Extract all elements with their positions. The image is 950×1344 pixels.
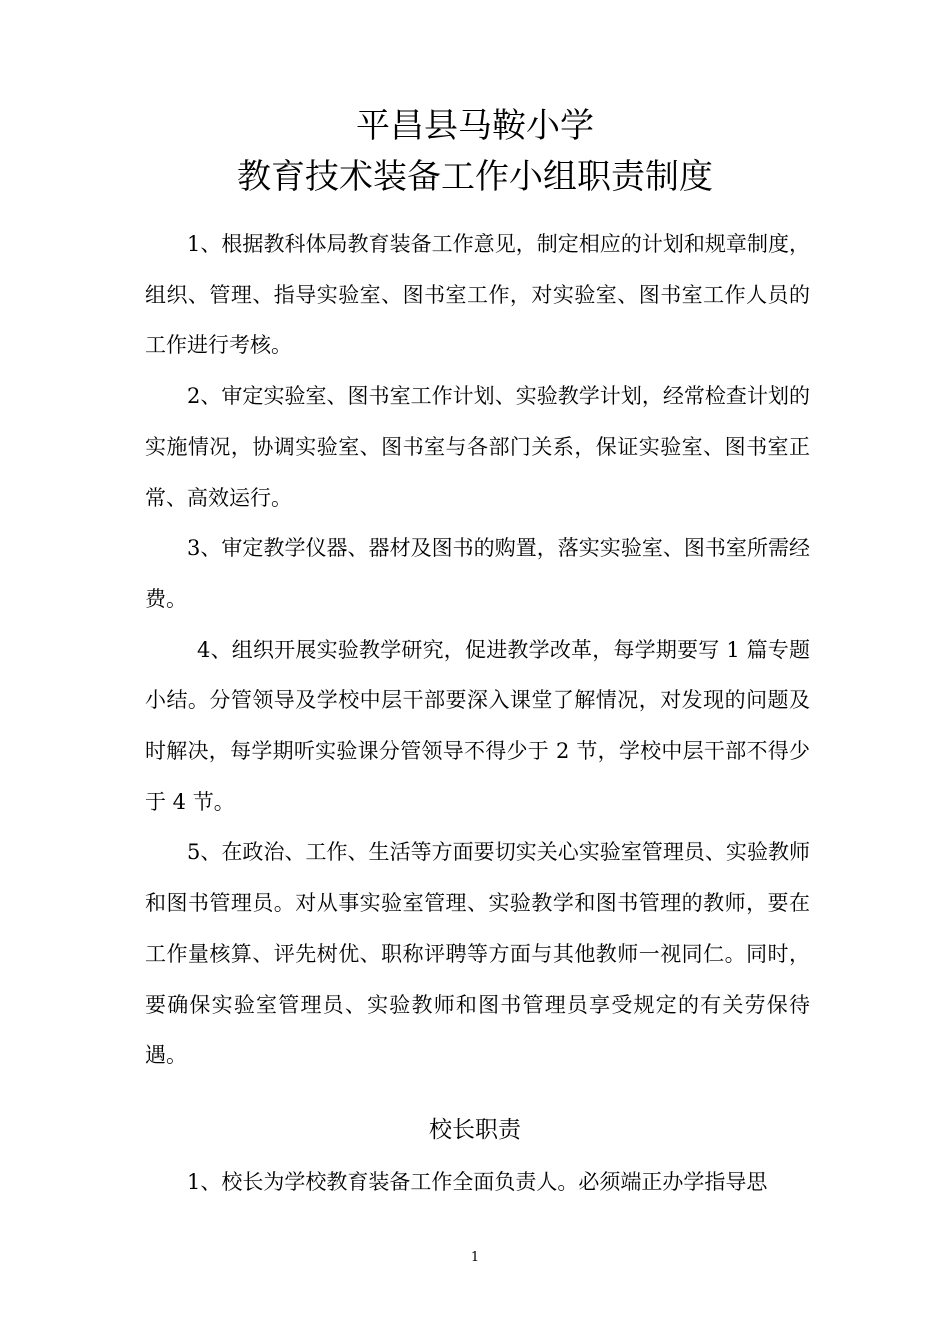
document-title-rules: 教育技术装备工作小组职责制度 bbox=[237, 157, 713, 197]
document-title-school: 平昌县马鞍小学 bbox=[356, 106, 594, 146]
section-paragraph-1: 1、校长为学校教育装备工作全面负责人。必须端正办学指导思 bbox=[187, 1170, 768, 1194]
paragraph-3: 3、审定教学仪器、器材及图书的购置，落实实验室、图书室所需经费。 bbox=[145, 536, 810, 611]
section-title-principal-duties: 校长职责 bbox=[429, 1117, 521, 1143]
paragraph-2: 2、审定实验室、图书室工作计划、实验教学计划，经常检查计划的实施情况，协调实验室、图书室与各部门关系，保证实验室、图书室正常、高效运行。 bbox=[145, 384, 810, 510]
paragraph-5: 5、在政治、工作、生活等方面要切实关心实验室管理员、实验教师和图书管理员。对从事实验室管理、实验教学和图书管理的教师，要在工作量核算、评先树优、职称评聘等方面与其他教师一视同仁。同时，要确保实验室管理员、实验教师和图书管理员享受规定的有关劳保待遇。 bbox=[145, 840, 810, 1068]
section-body bbox=[145, 1157, 810, 1208]
paragraph-1: 1、根据教科体局教育装备工作意见，制定相应的计划和规章制度，组织、管理、指导实验室、图书室工作，对实验室、图书室工作人员的工作进行考核。 bbox=[145, 232, 810, 358]
paragraph-4: 4、组织开展实验教学研究，促进教学改革，每学期要写 1 篇专题小结。分管领导及学校中层干部要深入课堂了解情况，对发现的问题及时解决，每学期听实验课分管领导不得少于 2 节，学校中层干部不得少于 4 节。 bbox=[145, 637, 810, 814]
document-body bbox=[145, 219, 810, 1081]
page-number: 1 bbox=[470, 1250, 480, 1265]
